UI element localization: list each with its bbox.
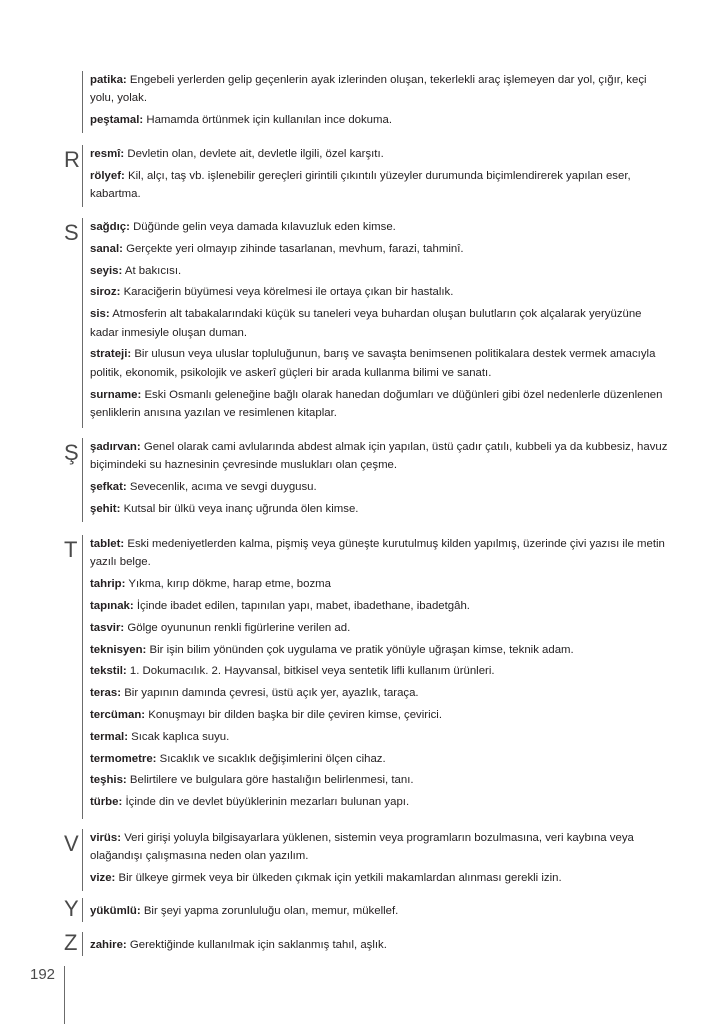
glossary-entry (90, 597, 670, 615)
section-divider-line (82, 71, 83, 133)
entry-term: yükümlü: (90, 905, 141, 917)
section-divider-line (82, 438, 83, 522)
section-p (0, 71, 725, 133)
glossary-entry (90, 283, 670, 301)
section-s (0, 218, 725, 428)
entry-term: strateji: (90, 348, 132, 361)
glossary-entry (90, 575, 670, 593)
entry-term: zahire: (90, 939, 127, 951)
entry-term: virüs: (90, 832, 122, 844)
section-sh (0, 438, 725, 522)
entry-definition: İçinde din ve devlet büyüklerinin mezarları bulunan yapı. (125, 796, 410, 809)
entry-definition: Eski Osmanlı geleneğine bağlı olarak hanedan doğumları ve düğünleri gibi özel nedenlerle düzenlenen şenliklerin anısına yazılan ve resimlenen kitaplar. (90, 388, 663, 419)
entry-term: sağdıç: (90, 221, 130, 233)
entry-definition: Kil, alçı, taş vb. işlenebilir gereçleri girintili çıkıntılı yüzeyler durumunda biçimlendirerek yapılan eser, kabartma. (90, 169, 631, 201)
entry-definition: Düğünde gelin veya damada kılavuzluk eden kimse. (133, 221, 396, 233)
entry-definition: Bir işin bilim yönünden çok uygulama ve pratik yönüyle uğraşan kimse, teknik adam. (149, 643, 574, 656)
entry-term: sis: (90, 308, 110, 321)
entry-definition: Devletin olan, devlete ait, devletle ilgili, özel karşıtı. (127, 148, 384, 160)
glossary-entry (90, 262, 670, 280)
glossary-entry (90, 684, 670, 702)
glossary-entry (90, 218, 670, 236)
section-divider-line (82, 898, 83, 922)
entry-definition: Bir yapının damında çevresi, üstü açık yer, ayazlık, taraça. (124, 687, 419, 700)
glossary-entry (90, 829, 670, 866)
entry-term: termal: (90, 730, 128, 743)
section-divider-line (82, 218, 83, 428)
section-letter: V (64, 831, 79, 856)
entry-definition: Konuşmayı bir dilden başka bir dile çeviren kimse, çevirici. (148, 708, 442, 721)
entry-term: tercüman: (90, 708, 146, 721)
section-y (0, 896, 725, 926)
entry-definition: Kutsal bir ülkü veya inanç uğrunda ölen kimse. (123, 503, 359, 515)
entry-definition: At bakıcısı. (124, 264, 182, 277)
glossary-entry (90, 793, 670, 811)
entry-definition: Veri girişi yoluyla bilgisayarlara yüklenen, sistemin veya programların bozulmasına, veri kaybına veya olağandışı çalışmasına neden olan yazılım. (90, 832, 634, 863)
page-number: 192 (30, 966, 56, 983)
entry-term: tasvir: (90, 621, 125, 634)
glossary-entry (90, 771, 670, 789)
entry-definition: Yıkma, kırıp dökme, harap etme, bozma (128, 578, 331, 591)
glossary-entry (90, 750, 670, 768)
entry-term: patika: (90, 74, 127, 86)
glossary-entry (90, 535, 670, 572)
section-divider-line (82, 829, 83, 891)
entry-term: şadırvan: (90, 441, 141, 453)
entry-definition: Bir şeyi yapma zorunluluğu olan, memur, mükellef. (143, 905, 399, 917)
entry-definition: Gölge oyununun renkli figürlerine verilen ad. (127, 621, 351, 634)
entry-definition: Eski medeniyetlerden kalma, pişmiş veya güneşte kurutulmuş kilden yapılmış, üzerinde çivi yazısı ile metin yazılı belge. (90, 538, 665, 569)
entry-term: türbe: (90, 796, 123, 809)
section-letter: Ş (64, 440, 79, 465)
entry-definition: Karaciğerin büyümesi veya körelmesi ile ortaya çıkan bir hastalık. (123, 286, 454, 299)
section-v (0, 829, 725, 891)
glossary-entry (90, 936, 670, 954)
glossary-entry (90, 240, 670, 258)
glossary-entry (90, 500, 670, 518)
entry-term: teknisyen: (90, 643, 147, 656)
section-divider-line (82, 932, 83, 956)
glossary-entry (90, 641, 670, 659)
page-number-divider (64, 966, 65, 1024)
entry-term: şehit: (90, 503, 121, 515)
glossary-entry (90, 386, 670, 423)
entry-definition: Hamamda örtünmek için kullanılan ince dokuma. (146, 114, 393, 127)
glossary-entry (90, 869, 670, 887)
entry-term: siroz: (90, 286, 121, 299)
glossary-entry (90, 145, 670, 163)
entry-term: şefkat: (90, 481, 127, 494)
section-letter: S (64, 220, 79, 245)
entry-definition: Gerçekte yeri olmayıp zihinde tasarlanan, mevhum, farazi, tahminî. (126, 242, 464, 255)
entry-term: resmî: (90, 148, 125, 160)
glossary-entry (90, 902, 670, 920)
entry-term: tahrip: (90, 578, 126, 591)
entry-term: rölyef: (90, 169, 125, 182)
entry-term: sanal: (90, 242, 123, 255)
glossary-entry (90, 619, 670, 637)
section-letter: Z (64, 930, 78, 955)
glossary-entry (90, 478, 670, 496)
section-divider-line (82, 145, 83, 207)
glossary-entry (90, 167, 670, 204)
section-z (0, 930, 725, 960)
entry-term: tekstil: (90, 665, 127, 678)
entry-definition: Sıcak kaplıca suyu. (131, 730, 230, 743)
entry-term: surname: (90, 388, 142, 401)
entry-definition: İçinde ibadet edilen, tapınılan yapı, mabet, ibadethane, ibadetgâh. (136, 600, 470, 612)
entry-term: seyis: (90, 264, 123, 277)
section-letter: T (64, 537, 78, 562)
glossary-entry (90, 662, 670, 680)
glossary-entry (90, 706, 670, 724)
glossary-entry (90, 305, 670, 342)
entry-term: peştamal: (90, 114, 144, 127)
entry-definition: Genel olarak cami avlularında abdest almak için yapılan, üstü çadır çatılı, kubbeli ya da kubbesiz, havuz biçimindeki su haznesinin çevresinde muslukları olan çeşme. (90, 441, 668, 472)
entry-term: teşhis: (90, 774, 127, 787)
glossary-entry (90, 345, 670, 382)
entry-definition: Atmosferin alt tabakalarındaki küçük su taneleri veya buhardan oluşan bulutların çok alçalarak yeryüzüne kadar inmesiyle oluşan duman. (90, 308, 642, 339)
entry-definition: Belirtilere ve bulgulara göre hastalığın belirlenmesi, tanı. (129, 774, 414, 787)
entry-term: vize: (90, 872, 116, 885)
entry-definition: Bir ülkeye girmek veya bir ülkeden çıkmak için yetkili makamlardan alınması gerekli izin. (118, 872, 562, 885)
entry-definition: 1. Dokumacılık. 2. Hayvansal, bitkisel veya sentetik lifli kullanım ürünleri. (129, 665, 495, 678)
entry-term: termometre: (90, 752, 157, 765)
section-letter: Y (64, 896, 79, 921)
entry-term: teras: (90, 687, 122, 700)
glossary-entry (90, 728, 670, 746)
section-t (0, 535, 725, 819)
glossary-entry (90, 111, 670, 129)
section-divider-line (82, 535, 83, 819)
section-r (0, 145, 725, 207)
section-letter: R (64, 147, 80, 172)
entry-definition: Gerektiğinde kullanılmak için saklanmış tahıl, aşlık. (129, 939, 387, 951)
entry-definition: Sıcaklık ve sıcaklık değişimlerini ölçen cihaz. (159, 752, 386, 765)
glossary-entry (90, 71, 670, 108)
entry-term: tablet: (90, 538, 125, 550)
entry-definition: Engebeli yerlerden gelip geçenlerin ayak izlerinden oluşan, tekerlekli araç işlemeyen dar yol, çığır, keçi yolu, yolak. (90, 74, 647, 105)
entry-term: tapınak: (90, 600, 134, 612)
entry-definition: Sevecenlik, acıma ve sevgi duygusu. (129, 481, 317, 494)
glossary-entry (90, 438, 670, 475)
entry-definition: Bir ulusun veya uluslar topluluğunun, barış ve savaşta benimsenen politikalara destek vermek amacıyla politik, ekonomik, psikolojik ve askerî güçleri bir arada kullanma bilimi ve sanatı. (90, 348, 656, 379)
